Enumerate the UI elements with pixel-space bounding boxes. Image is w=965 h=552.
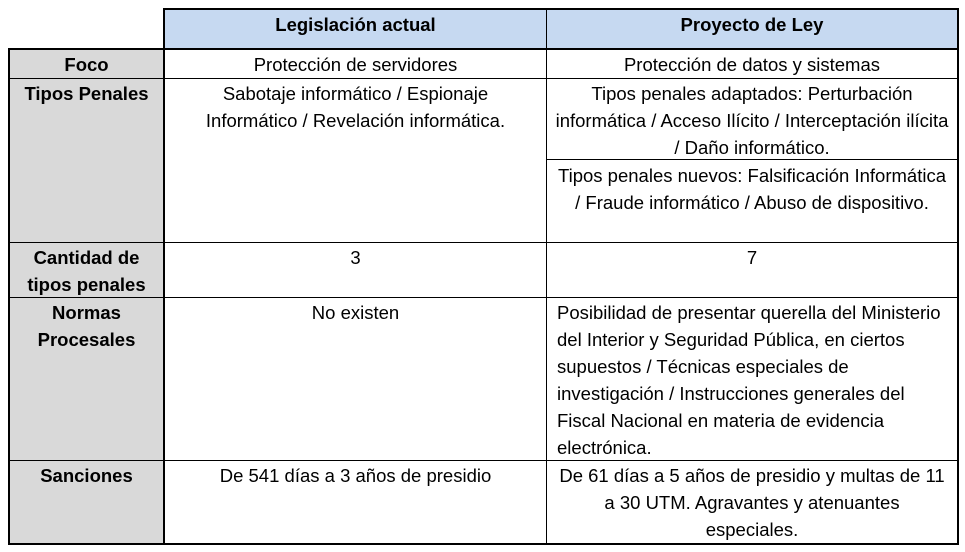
border-row-foco xyxy=(8,78,959,79)
cell-sanciones-proyecto: De 61 días a 5 años de presidio y multas de 11 a 30 UTM. Agravantes y atenuantes especiales. xyxy=(559,465,945,540)
header-proyecto-de-ley: Proyecto de Ley xyxy=(547,9,957,48)
row-label-foco: Foco xyxy=(9,50,164,78)
cell-cantidad-actual: 3 xyxy=(350,247,361,268)
border-row-tipos xyxy=(8,242,959,243)
cell-tipos-actual: Sabotaje informático / Espionaje Informático / Revelación informática. xyxy=(205,83,506,131)
cell-foco-actual: Protección de servidores xyxy=(253,54,458,75)
border-right xyxy=(957,8,959,545)
border-row-cantidad xyxy=(8,297,959,298)
border-label-col xyxy=(163,8,165,545)
row-label-cantidad: Cantidad de tipos penales xyxy=(9,243,164,297)
border-top xyxy=(163,8,959,10)
row-label-tipos-penales: Tipos Penales xyxy=(9,79,164,242)
cell-normas-proyecto: Posibilidad de presentar querella del Ministerio del Interior y Seguridad Pública, en ciertos supuestos / Técnicas especiales de investigación / Instrucciones generales del Fiscal Nacional en materia de evidencia electrónica. xyxy=(557,302,941,458)
border-header-bottom xyxy=(8,48,959,50)
border-middle-col xyxy=(546,8,547,545)
header-legislacion-actual: Legislación actual xyxy=(164,9,547,48)
cell-cantidad-proyecto: 7 xyxy=(746,247,758,268)
border-row-normas xyxy=(8,460,959,461)
cell-tipos-adaptados: Tipos penales adaptados: Perturbación informática / Acceso Ilícito / Interceptación ilícita / Daño informático. xyxy=(555,83,949,158)
cell-sanciones-actual: De 541 días a 3 años de presidio xyxy=(219,465,492,486)
cell-foco-proyecto: Protección de datos y sistemas xyxy=(623,54,881,75)
cell-normas-actual: No existen xyxy=(311,302,400,323)
border-subrow-tipos xyxy=(547,159,959,160)
row-label-sanciones: Sanciones xyxy=(9,461,164,543)
border-bottom xyxy=(8,543,959,545)
border-left xyxy=(8,48,10,545)
cell-tipos-nuevos: Tipos penales nuevos: Falsificación Informática / Fraude informático / Abuso de dispositivo. xyxy=(557,165,946,213)
row-label-normas-procesales: Normas Procesales xyxy=(9,298,164,460)
